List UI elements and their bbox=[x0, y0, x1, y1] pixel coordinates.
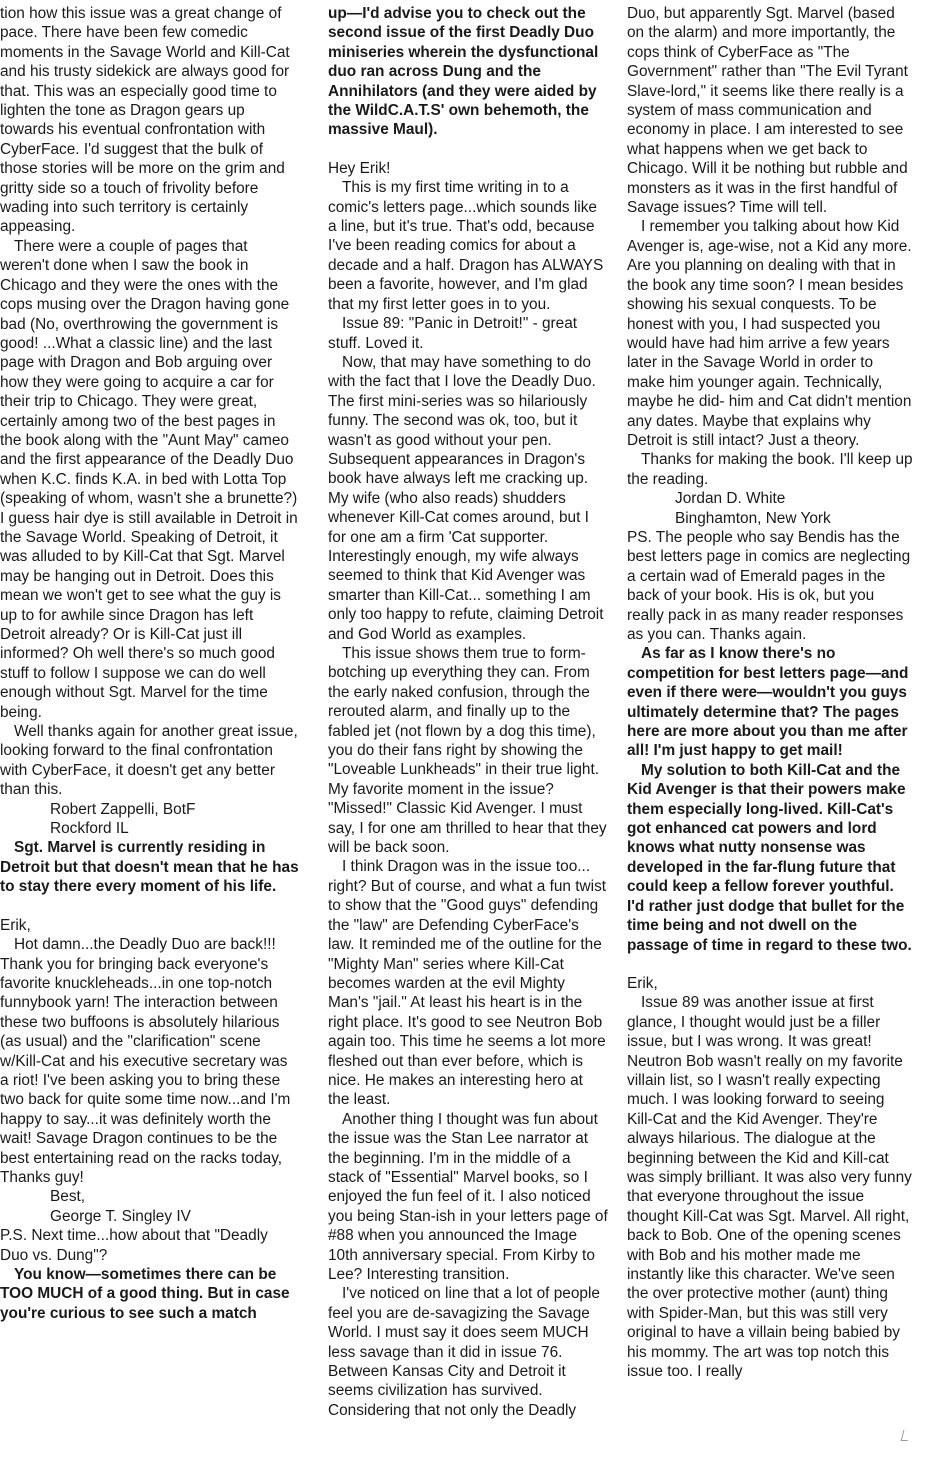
letter-salutation: Erik, bbox=[0, 916, 31, 934]
column-2 bbox=[328, 4, 608, 1444]
letter-signature-name: Robert Zappelli, BotF bbox=[50, 800, 196, 818]
paragraph: I think Dragon was in the issue too... right? But of course, and what a fun twist to show that the "Good guys" defending the "law" are Defending CyberFace's law. It reminded me of the outline for the "Mighty Man" series where Kill-Cat becomes warden at the evil Mighty Man's "jail." At least his heart is in the right place. It's good to see Neutron Bob again too. This time he seems a lot more fleshed out than ever before, which is nice. He makes an interesting hero at the least. bbox=[328, 858, 607, 1109]
postscript: P.S. Next time...how about that "Deadly Duo vs. Dung"? bbox=[0, 1227, 268, 1264]
column-3 bbox=[627, 4, 914, 1444]
paragraph: Issue 89: "Panic in Detroit!" - great stuff. Loved it. bbox=[328, 315, 578, 352]
paragraph: Another thing I thought was fun about the issue was the Stan Lee narrator at the beginning. I'm in the middle of a stack of "Essential" Marvel books, so I enjoyed the fun feel of it. I also noticed you being Stan-ish in your letters page of #88 when you announced the Image 10th anniversary special. From Kirby to Lee? Interesting transition. bbox=[328, 1110, 608, 1283]
paragraph: Duo, but apparently Sgt. Marvel (based on the alarm) and more importantly, the cops think of CyberFace as "The Government" rather than "The Evil Tyrant Slave-lord," it seems like there really is a system of mass communication and economy in place. I am interested to see what happens when we get back to Chicago. Will it be nothing but rubble and monsters as it was in the first handful of Savage issues? Time will tell. bbox=[627, 5, 908, 217]
letter-signature-name: George T. Singley IV bbox=[50, 1207, 191, 1225]
paragraph: Now, that may have something to do with the fact that I love the Deadly Duo. The first mini-series was so hilariously funny. The second was ok, too, but it wasn't as good without your pen. Subsequent appearances in Dragon's book have always left me cracking up. My wife (who also reads) shudders whenever Kill-Cat comes around, but I for one am a firm 'Cat supporter. Interestingly enough, my wife always seemed to think that Kid Avenger was smarter than Kill-Cat... something I am only too happy to refute, claiming Detroit and God World as examples. bbox=[328, 353, 604, 643]
letter-salutation: Erik, bbox=[627, 974, 658, 992]
paragraph: Thanks for making the book. I'll keep up the reading. bbox=[627, 451, 913, 488]
letter-signature-name: Jordan D. White bbox=[675, 490, 786, 508]
editor-reply: My solution to both Kill-Cat and the Kid Avenger is that their powers make them especially long-lived. Kill-Cat's got enhanced cat powers and lord knows what nutty nonsense was developed in the far-flung future that could keep a fellow forever youthful. I'd rather just dodge that bullet for the time being and not dwell on the passage of time in regard to these two. bbox=[627, 761, 912, 954]
letter-signature-location: Rockford IL bbox=[50, 820, 129, 838]
column-1 bbox=[0, 4, 300, 1444]
editor-reply: up—I'd advise you to check out the second issue of the first Deadly Duo miniseries wherein the dysfunctional duo ran across Dung and the Annihilators (and they were aided by the WildC.A.T.S' own behemoth, the massive Maul). bbox=[328, 5, 599, 139]
paragraph: Issue 89 was another issue at first glance, I thought would just be a filler issue, but I was wrong. It was great! Neutron Bob wasn't really on my favorite villain list, so I wasn't really expecting much. I was looking forward to seeing Kill-Cat and the Kid Avenger. They're always hilarious. The dialogue at the beginning between the Kid and Kill-cat was simply brilliant. It was also very funny that everyone throughout the issue thought Kill-Cat was Sgt. Marvel. All right, back to Bob. One of the opening scenes with Bob and his mother made me instantly like this character. We've seen the over protective mother (aunt) thing with Spider-Man, but this was still very original to have a villain being babied by his mommy. The art was top notch this issue too. I really bbox=[627, 994, 912, 1381]
paragraph: I've noticed on line that a lot of people feel you are de-savagizing the Savage World. I must say it does seem MUCH less savage than it did in issue 76. Between Kansas City and Detroit it seems civilization has survived. Considering that not only the Deadly bbox=[328, 1285, 600, 1419]
letter-salutation: Hey Erik! bbox=[328, 159, 391, 177]
postscript: PS. The people who say Bendis has the best letters page in comics are neglecting a certain wad of Emerald pages in the back of your book. His is ok, but you really pack in as many reader responses as you can. Thanks again. bbox=[627, 528, 911, 643]
paragraph: Well thanks again for another great issue, looking forward to the final confrontation with CyberFace, it doesn't get any better than this. bbox=[0, 723, 298, 799]
paragraph: tion how this issue was a great change of pace. There have been few comedic moments in the Savage World and Kill-Cat and his trusty sidekick are always good for that. This was an especially good time to lighten the tone as Dragon gears up towards his eventual confrontation with CyberFace. I'd suggest that the bulk of those stories will be more on the grim and gritty side so a touch of frivolity before wading into such territory is certainly appeasing. bbox=[0, 5, 290, 236]
letter-signature-location: Binghamton, New York bbox=[675, 509, 831, 527]
editor-reply: As far as I know there's no competition for best letters page—and even if there were—wouldn't you guys ultimately determine that? The pages here are more about you than me after all! I'm just happy to get mail! bbox=[627, 645, 909, 760]
editor-reply: Sgt. Marvel is currently residing in Detroit but that doesn't mean that he has to stay there every moment of his life. bbox=[0, 839, 299, 896]
paragraph: Hot damn...the Deadly Duo are back!!! Thank you for bringing back everyone's favorite knuckleheads...in one top-notch funnybook yarn! The interaction between these two buffoons is absolutely hilarious (as usual) and the "clarification" scene w/Kill-Cat and his executive secretary was a riot! I've been asking you to bring these two back for quite some time now...and I'm happy to say...it was definitely worth the wait! Savage Dragon continues to be the best entertaining read on the racks today, bbox=[0, 936, 291, 1167]
paragraph: Thanks guy! bbox=[0, 1168, 84, 1186]
paragraph: There were a couple of pages that weren't done when I saw the book in Chicago and they were the ones with the cops musing over the Dragon having gone bad (No, overthrowing the government is good! ...What a classic line) and the last page with Dragon and Bob arguing over how they were going to acquire a car for their trip to Chicago. They were great, certainly among two of the best pages in the book along with the "Aunt May" cameo and the first appearance of the Deadly Duo when K.C. finds K.A. in bed with Lotta Top (speaking of whom, wasn't she a brunette?) I guess hair dye is still available in Detroit in the Savage World. Speaking of Detroit, it was alluded to by Kill-Cat that Sgt. Marvel may be hanging out in Detroit. Does this mean we won't get to see what the guy is up to for awhile since Dragon has left Detroit already? Or is Kill-Cat just ill informed? Oh well there's so much good stuff to follow I suppose we can do well enough without Sgt. Marvel for the time being. bbox=[0, 237, 298, 721]
paragraph: This is my first time writing in to a comic's letters page...which sounds like a line, but it's true. That's odd, because I've been reading comics for about a decade and a half. Dragon has ALWAYS been a favorite, however, and I'm glad that my first letter goes in to you. bbox=[328, 179, 604, 313]
letter-closing: Best, bbox=[50, 1188, 86, 1206]
editor-reply: You know—sometimes there can be TOO MUCH of a good thing. But in case you're curious to see such a match bbox=[0, 1266, 290, 1322]
paragraph: This issue shows them true to form-botching up everything they can. From the early naked confusion, through the rerouted alarm, and finally up to the fabled jet (not flown by a dog this time), you do their fans right by showing the "Loveable Lunkheads" in their true light. My favorite moment in the issue? "Missed!" Classic Kid Avenger. I must say, I for one am thrilled to hear that they will be back soon. bbox=[328, 645, 607, 857]
paragraph: I remember you talking about how Kid Avenger is, age-wise, not a Kid any more. Are you planning on dealing with that in the book any time soon? I mean besides showing his sexual conquests. To be honest with you, I had suspected you would have had him arrive a few years later in the Savage World in order to make him younger again. Technically, maybe he did- him and Cat didn't mention any dates. Maybe that explains why Detroit is still intact? Just a theory. bbox=[627, 218, 912, 449]
